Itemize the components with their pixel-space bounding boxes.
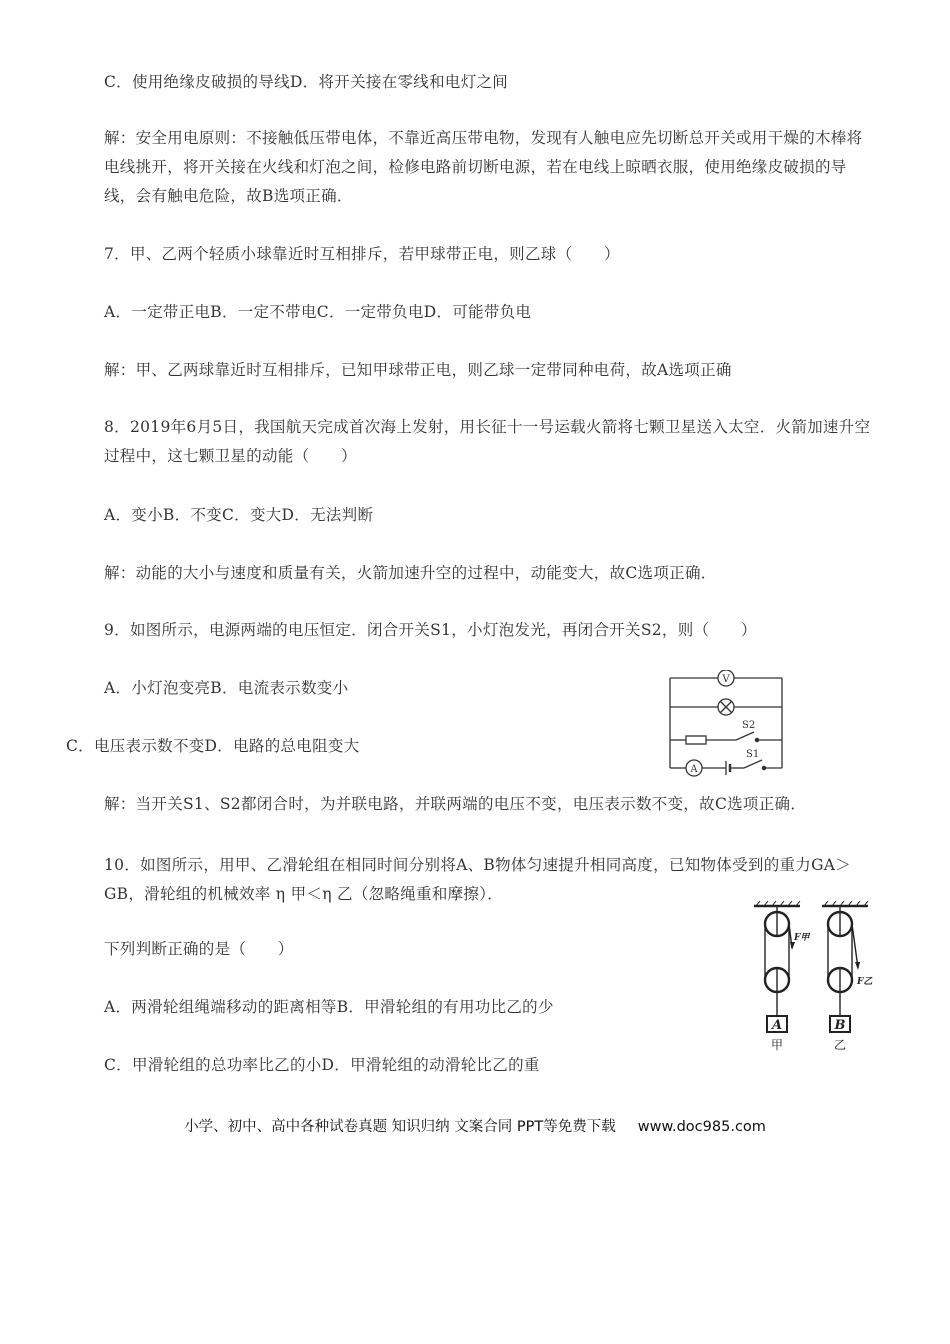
q8-stem: 8．2019年6月5日，我国航天完成首次海上发射，用长征十一号运载火箭将七颗卫星送入太空．火箭加速升空过程中，这七颗卫星的动能（ ） <box>104 418 871 465</box>
q10-prompt: 下列判断正确的是（ ） <box>104 940 294 958</box>
switch-s1-label: S1 <box>746 749 760 760</box>
ammeter-label: A <box>690 764 698 775</box>
q10-options-cd: C．甲滑轮组的总功率比乙的小D．甲滑轮组的动滑轮比乙的重 <box>104 1056 540 1074</box>
switch-s2-icon <box>736 732 754 740</box>
q6-options-cd: C．使用绝缘皮破损的导线D．将开关接在零线和电灯之间 <box>104 73 509 91</box>
q9-stem: 9．如图所示，电源两端的电压恒定．闭合开关S1，小灯泡发光，再闭合开关S2，则（ ） <box>104 621 757 639</box>
q10-options-ab: A．两滑轮组绳端移动的距离相等B．甲滑轮组的有用功比乙的少 <box>104 998 554 1016</box>
block-b-label: B <box>834 1018 846 1033</box>
force-jia-label: F甲 <box>794 933 810 943</box>
circuit-diagram <box>664 670 786 780</box>
q9-options-cd: C．电压表示数不变D．电路的总电阻变大 <box>66 737 360 755</box>
q8-solution: 解：动能的大小与速度和质量有关，火箭加速升空的过程中，动能变大，故C选项正确． <box>104 564 717 582</box>
q7-solution: 解：甲、乙两球靠近时互相排斥，已知甲球带正电，则乙球一定带同种电荷，故A选项正确 <box>104 361 732 379</box>
switch-s2-label: S2 <box>742 720 756 731</box>
q10-stem: 10．如图所示，用甲、乙滑轮组在相同时间分别将A、B物体匀速提升相同高度，已知物体受到的重力GA＞GB，滑轮组的机械效率 η 甲＜η 乙（忽略绳重和摩擦）． <box>104 856 852 903</box>
q9-options-ab: A．小灯泡变亮B．电流表示数变小 <box>104 679 349 697</box>
page-footer <box>0 1115 950 1136</box>
q7-options: A．一定带正电B．一定不带电C．一定带负电D．可能带负电 <box>104 303 532 321</box>
pulley-diagram <box>748 898 880 1054</box>
switch-s1-icon <box>744 760 762 768</box>
block-a-label: A <box>771 1018 783 1033</box>
voltmeter-label: V <box>722 674 730 685</box>
footer-url[interactable]: www.doc985.com <box>637 1119 766 1135</box>
force-yi-label: F乙 <box>857 977 873 987</box>
q7-stem: 7．甲、乙两个轻质小球靠近时互相排斥，若甲球带正电，则乙球（ ） <box>104 245 620 263</box>
q8-options: A．变小B．不变C．变大D．无法判断 <box>104 506 374 524</box>
q6-solution: 解：安全用电原则：不接触低压带电体，不靠近高压带电物，发现有人触电应先切断总开关或用干燥的木棒将电线挑开，将开关接在火线和灯泡之间，检修电路前切断电源，若在电线上晾晒衣服，使用绝缘皮破损的导线，会有触电危险，故B选项正确． <box>104 129 863 205</box>
resistor-icon <box>686 736 706 744</box>
q9-solution: 解：当开关S1、S2都闭合时，为并联电路，并联两端的电压不变，电压表示数不变，故C选项正确． <box>104 795 807 813</box>
label-yi: 乙 <box>833 1038 847 1052</box>
label-jia: 甲 <box>770 1038 784 1052</box>
footer-text: 小学、初中、高中各种试卷真题 知识归纳 文案合同 PPT等免费下载 <box>184 1119 616 1135</box>
